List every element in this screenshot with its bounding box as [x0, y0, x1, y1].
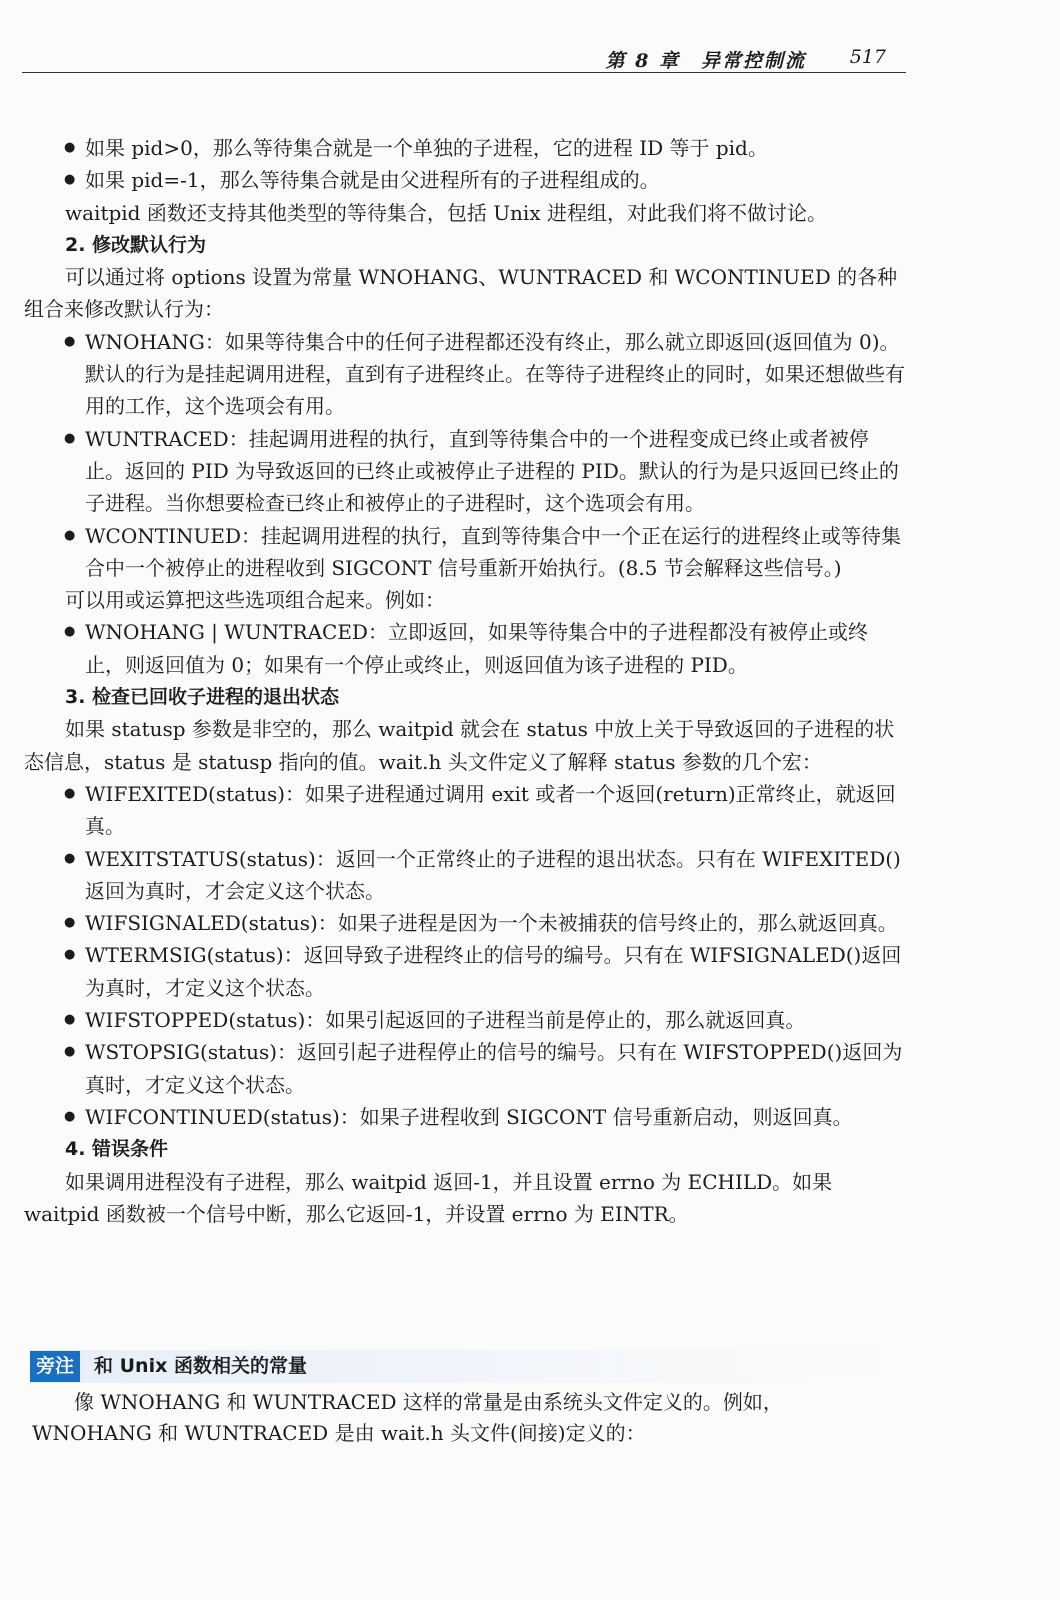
- paragraph: 如果 statusp 参数是非空的，那么 waitpid 就会在 status 中放上关于导致返回的子进程的状态信息，status 是 statusp 指向的值。wait.h 头文件定义了解释 status 参数的几个宏：: [24, 717, 895, 774]
- aside-paragraph: 像 WNOHANG 和 WUNTRACED 这样的常量是由系统头文件定义的。例如，WNOHANG 和 WUNTRACED 是由 wait.h 头文件(间接)定义的：: [32, 1390, 783, 1445]
- aside-box: [30, 1350, 906, 1459]
- paragraph: 如果调用进程没有子进程，那么 waitpid 返回-1，并且设置 errno 为 ECHILD。如果 waitpid 函数被一个信号中断，那么它返回-1，并设置 errno 为 EINTR。: [24, 1169, 833, 1226]
- section-heading: 2. 修改默认行为: [65, 233, 207, 256]
- list-item: ● WIFCONTINUED(status)：如果子进程收到 SIGCONT 信号重新启动，则返回真。: [85, 1101, 906, 1133]
- paragraph: 可以用或运算把这些选项组合起来。例如：: [65, 588, 445, 613]
- aside-title-bar: [30, 1350, 906, 1383]
- options-bullet-list: [24, 326, 906, 584]
- list-item: ● WUNTRACED：挂起调用进程的执行，直到等待集合中的一个进程变成已终止或者被停止。返回的 PID 为导致返回的已终止或被停止子进程的 PID。默认的行为是只返回已终止的子进程。当你想要检查已终止和被停止的子进程时，这个选项会有用。: [85, 423, 906, 520]
- section-heading: 3. 检查已回收子进程的退出状态: [65, 686, 340, 709]
- aside-heading: 和 Unix 函数相关的常量: [94, 1355, 307, 1377]
- list-item: ● WIFEXITED(status)：如果子进程通过调用 exit 或者一个返回(return)正常终止，就返回真。: [85, 778, 906, 843]
- aside-badge: 旁注: [30, 1351, 80, 1382]
- list-item: ● WEXITSTATUS(status)：返回一个正常终止的子进程的退出状态。只有在 WIFEXITED()返回为真时，才会定义这个状态。: [85, 843, 906, 908]
- combination-bullet-list: [24, 616, 906, 681]
- paragraph: waitpid 函数还支持其他类型的等待集合，包括 Unix 进程组，对此我们将不做讨论。: [65, 200, 827, 225]
- list-item: ● WTERMSIG(status)：返回导致子进程终止的信号的编号。只有在 WIFSIGNALED()返回为真时，才定义这个状态。: [85, 939, 906, 1004]
- list-item: ● WSTOPSIG(status)：返回引起子进程停止的信号的编号。只有在 WIFSTOPPED()返回为真时，才定义这个状态。: [85, 1036, 906, 1101]
- pid-bullet-list: [24, 132, 906, 197]
- list-item: ● WIFSIGNALED(status)：如果子进程是因为一个未被捕获的信号终止的，那么就返回真。: [85, 907, 906, 939]
- list-item: ● WCONTINUED：挂起调用进程的执行，直到等待集合中一个正在运行的进程终止或等待集合中一个被停止的进程收到 SIGCONT 信号重新开始执行。(8.5 节会解释这些信号。): [85, 520, 906, 585]
- running-header: [22, 44, 906, 73]
- list-item: ● 如果 pid>0，那么等待集合就是一个单独的子进程，它的进程 ID 等于 pid。: [85, 132, 906, 164]
- macro-bullet-list: [24, 778, 906, 1133]
- chapter-title: 第 8 章 异常控制流: [605, 50, 806, 72]
- page-number: 517: [849, 46, 886, 68]
- aside-body: [30, 1383, 906, 1459]
- list-item: ● WIFSTOPPED(status)：如果引起返回的子进程当前是停止的，那么就返回真。: [85, 1004, 906, 1036]
- list-item: ● 如果 pid=-1，那么等待集合就是由父进程所有的子进程组成的。: [85, 164, 906, 196]
- paragraph: 可以通过将 options 设置为常量 WNOHANG、WUNTRACED 和 WCONTINUED 的各种组合来修改默认行为：: [24, 265, 898, 322]
- list-item: ● WNOHANG：如果等待集合中的任何子进程都还没有终止，那么就立即返回(返回值为 0)。默认的行为是挂起调用进程，直到有子进程终止。在等待子进程终止的同时，如果还想做些有用的工作，这个选项会有用。: [85, 326, 906, 423]
- section-heading: 4. 错误条件: [65, 1138, 169, 1161]
- list-item: ● WNOHANG | WUNTRACED：立即返回，如果等待集合中的子进程都没有被停止或终止，则返回值为 0；如果有一个停止或终止，则返回值为该子进程的 PID。: [85, 616, 906, 681]
- main-text: [24, 132, 906, 1230]
